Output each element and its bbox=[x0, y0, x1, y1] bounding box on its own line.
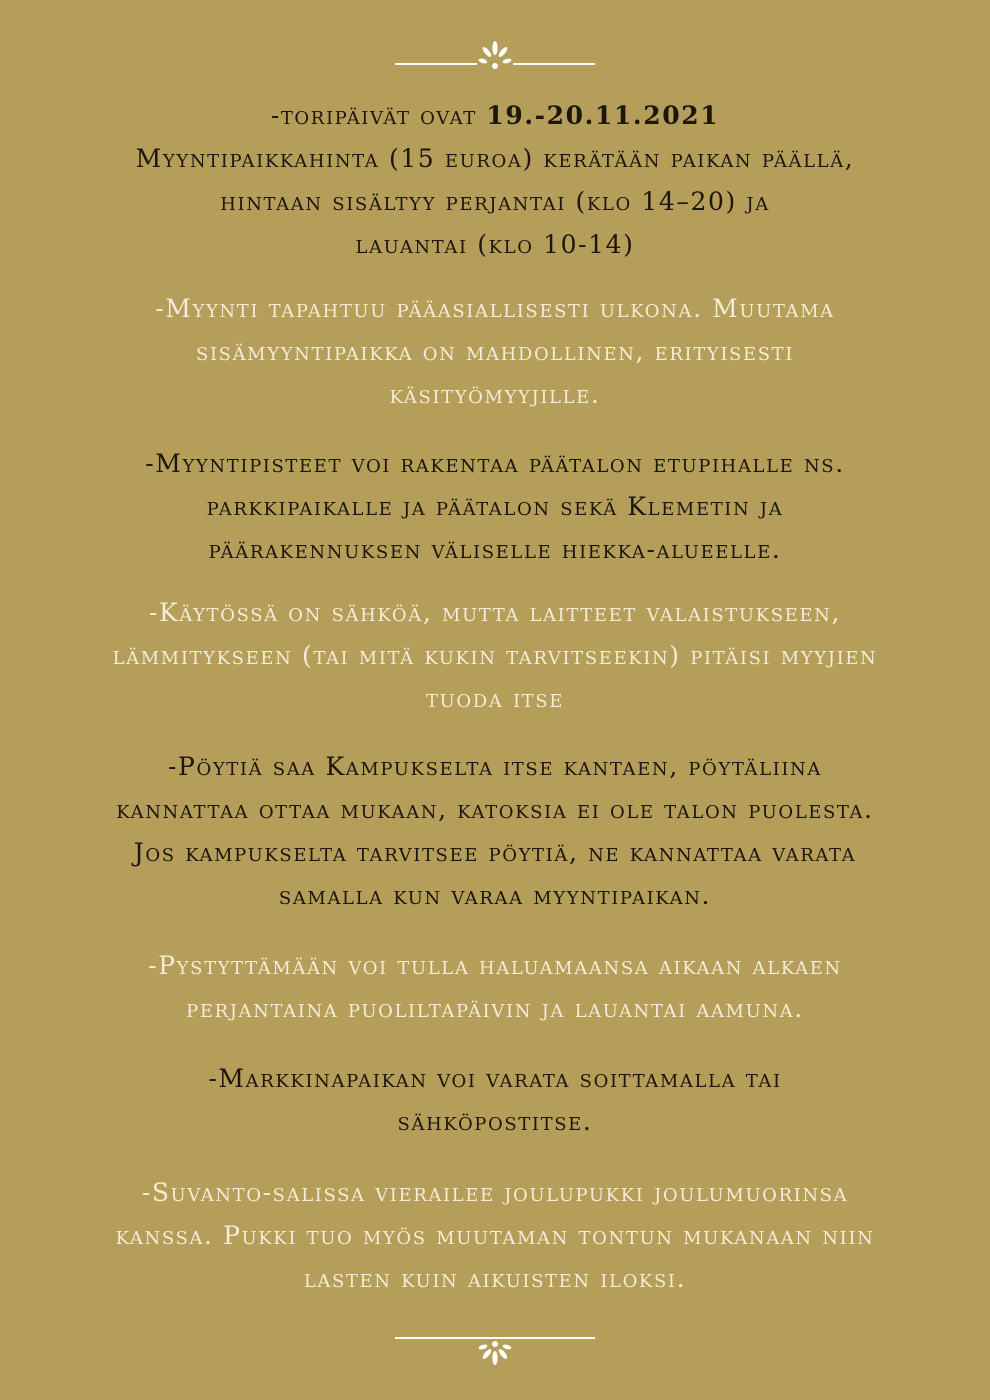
intro-line-3: hintaan sisältyy perjantai (klo 14–20) ja bbox=[220, 187, 770, 216]
paragraph-line: käsityömyyjille. bbox=[389, 380, 601, 409]
paragraph-line: parkkipaikalle ja päätalon sekä Klemetin ja bbox=[206, 492, 784, 521]
market-dates: 19.-20.11.2021 bbox=[486, 101, 720, 130]
paragraph-line: päärakennuksen väliselle hiekka-alueelle. bbox=[208, 535, 782, 564]
paragraph-line: -Suvanto-salissa vierailee joulupukki joulumuorinsa bbox=[141, 1178, 849, 1207]
paragraph-line: tuoda itse bbox=[426, 684, 564, 713]
paragraph-line: -Myynti tapahtuu pääasiallisesti ulkona. Muutama bbox=[155, 294, 835, 323]
info-paragraph-setup-time bbox=[20, 944, 970, 1030]
paragraph-line: -Pystyttämään voi tulla haluamaansa aikaan alkaen bbox=[148, 951, 842, 980]
paragraph-line: sähköpostitse. bbox=[397, 1107, 593, 1136]
paragraph-line: -Pöytiä saa Kampukselta itse kantaen, pöytäliina bbox=[168, 752, 822, 781]
paragraph-line: lämmitykseen (tai mitä kukin tarvitseekin) pitäisi myyjien bbox=[112, 641, 878, 670]
paragraph-line: Jos kampukselta tarvitsee pöytiä, ne kannattaa varata bbox=[133, 838, 857, 867]
intro-line-4: lauantai (klo 10-14) bbox=[355, 230, 635, 259]
paragraph-line: -Käytössä on sähköä, mutta laitteet valaistukseen, bbox=[148, 598, 842, 627]
flourish-ornament-top bbox=[395, 40, 595, 74]
intro-line-2: Myyntipaikkahinta (15 euroa) kerätään paikan päällä, bbox=[135, 144, 855, 173]
paragraph-line: perjantaina puoliltapäivin ja lauantai aamuna. bbox=[186, 994, 804, 1023]
paragraph-line: -Markkinapaikan voi varata soittamalla tai bbox=[208, 1064, 782, 1093]
intro-paragraph bbox=[20, 94, 970, 266]
info-paragraph-sales-outdoors bbox=[20, 287, 970, 416]
info-paragraph-santa-visit bbox=[20, 1171, 970, 1300]
info-paragraph-stall-locations bbox=[20, 442, 970, 571]
info-paragraph-electricity bbox=[20, 591, 970, 720]
paragraph-line: kanssa. Pukki tuo myös muutaman tontun mukanaan niin bbox=[115, 1221, 875, 1250]
info-paragraph-booking bbox=[20, 1057, 970, 1143]
info-paragraph-tables bbox=[20, 745, 970, 917]
paragraph-line: lasten kuin aikuisten iloksi. bbox=[303, 1264, 687, 1293]
paragraph-line: kannattaa ottaa mukaan, katoksia ei ole talon puolesta. bbox=[116, 795, 874, 824]
paragraph-line: sisämyyntipaikka on mahdollinen, erityisesti bbox=[196, 337, 794, 366]
paragraph-line: samalla kun varaa myyntipaikan. bbox=[278, 881, 712, 910]
paragraph-line: -Myyntipisteet voi rakentaa päätalon etupihalle ns. bbox=[145, 449, 845, 478]
intro-date-prefix: -toripäivät ovat bbox=[270, 101, 487, 130]
intro-line-1 bbox=[20, 94, 970, 137]
flourish-ornament-bottom bbox=[395, 1334, 595, 1368]
